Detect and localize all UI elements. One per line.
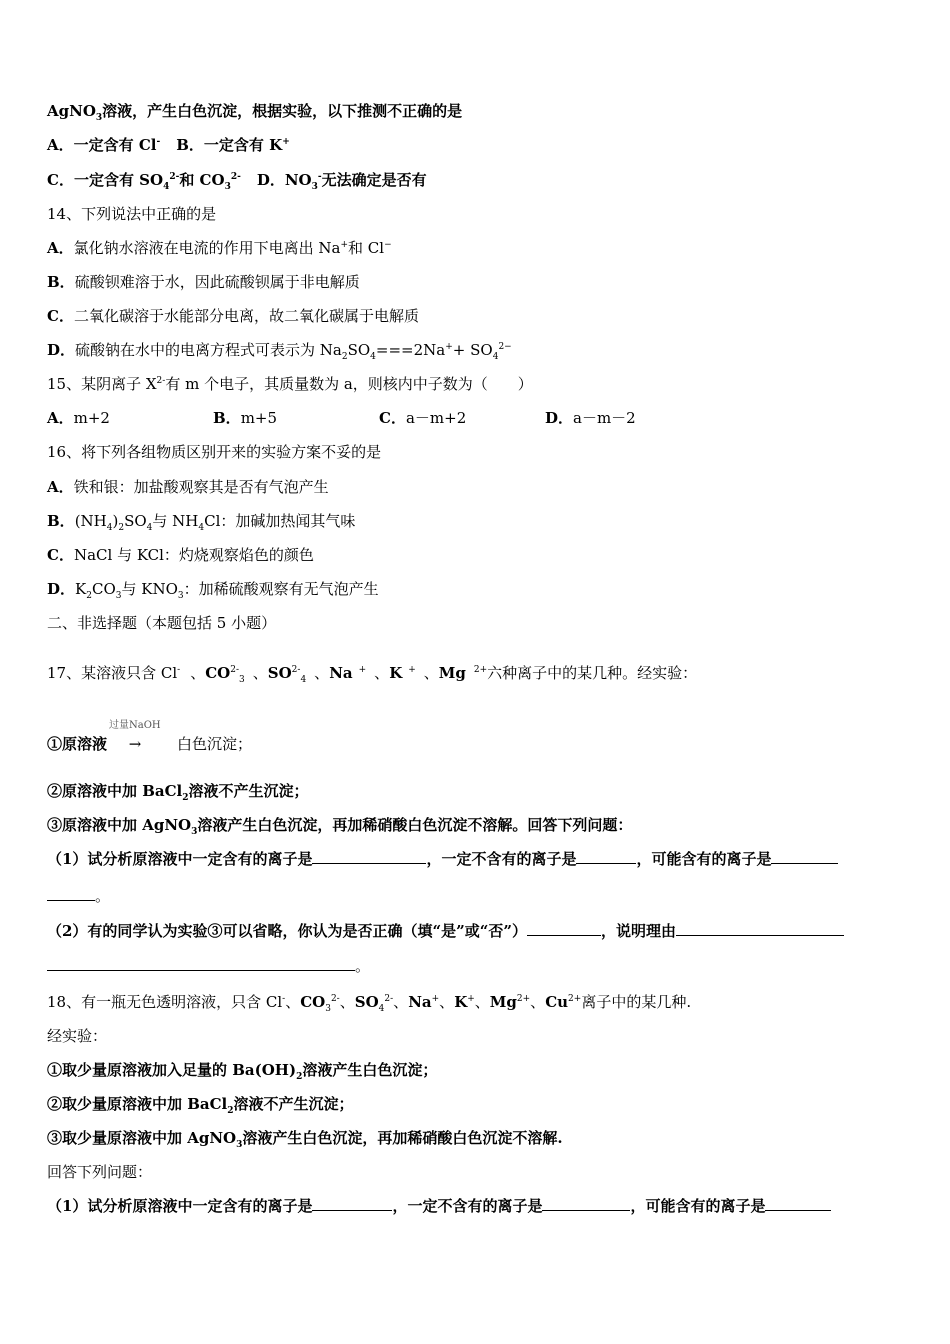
q18-exp-heading: 经实验： bbox=[47, 1027, 108, 1045]
q18-stem: 18、有一瓶无色透明溶液，只含 Cl-、$CO_3^{2-}$、$SO_4^{2-}$、Na+、K+、$Mg^{2+}$、$Cu^{2+}$离子中的某几种. bbox=[47, 993, 692, 1014]
q15-option-b: B．m+5 bbox=[213, 409, 278, 427]
q15-stem: 15、某阴离子 $X^{2-}$有 m 个电子，其质量数为 a，则核内中子数为（ ） bbox=[47, 375, 533, 393]
answer-blank[interactable] bbox=[312, 849, 426, 864]
intro-line: AgNO$_3$溶液，产生白色沉淀，根据实验，以下推测不正确的是 bbox=[47, 102, 463, 123]
q17-step-3: ③原溶液中加 AgNO$_3$溶液产生白色沉淀，再加稀硝酸白色沉淀不溶解。回答下列问题： bbox=[47, 816, 633, 837]
answer-blank[interactable] bbox=[47, 956, 355, 971]
section-heading: 二、非选择题（本题包括 5 小题） bbox=[47, 614, 277, 632]
q18-part-1: （1）试分析原溶液中一定含有的离子是 ，一定不含有的离子是 ，可能含有的离子是 bbox=[47, 1196, 831, 1216]
q15-option-c: C．a－m+2 bbox=[379, 409, 467, 427]
q17-part-1: （1）试分析原溶液中一定含有的离子是 ，一定不含有的离子是 ，可能含有的离子是 bbox=[47, 849, 838, 869]
answer-blank[interactable] bbox=[765, 1196, 831, 1211]
answer-blank[interactable] bbox=[47, 886, 95, 901]
option-row-ab: A．一定含有 Cl- B．一定含有 K+ bbox=[47, 136, 290, 154]
q14-option-c: C．二氧化碳溶于水能部分电离，故二氧化碳属于电解质 bbox=[47, 307, 419, 325]
q16-option-c: C．NaCl 与 KCl：灼烧观察焰色的颜色 bbox=[47, 546, 314, 564]
q14-option-a: A．氯化钠水溶液在电流的作用下电离出 Na+和 Cl− bbox=[47, 239, 392, 257]
answer-blank[interactable] bbox=[771, 849, 838, 864]
q15-option-d: D．a－m－2 bbox=[545, 409, 636, 427]
answer-blank[interactable] bbox=[312, 1196, 392, 1211]
q17-part-2-cont: 。 bbox=[47, 956, 370, 976]
q18-step-2: ②取少量原溶液中加 BaCl$_2$溶液不产生沉淀； bbox=[47, 1095, 354, 1116]
option-row-cd: C．一定含有 $SO_4^{2-}$和 $CO_3^{2-}$ D．$NO_3^-$无法确定是否有 bbox=[47, 171, 427, 192]
q18-ask: 回答下列问题： bbox=[47, 1163, 153, 1181]
answer-blank[interactable] bbox=[527, 921, 601, 936]
reaction-arrow: 过量NaOH → bbox=[109, 720, 161, 753]
answer-blank[interactable] bbox=[542, 1196, 630, 1211]
q16-option-a: A．铁和银：加盐酸观察其是否有气泡产生 bbox=[47, 478, 329, 496]
q15-option-a: A．m+2 bbox=[47, 409, 110, 427]
q17-stem: 17、某溶液只含 Cl- 、$CO^{2-}_3$ 、$SO^{2-}_4$ 、Na + 、K + 、Mg $^{2+}$六种离子中的某几种。经实验： bbox=[47, 664, 698, 685]
q16-option-b: B．$(NH_4)_2SO_4$与 $NH_4Cl$：加碱加热闻其气味 bbox=[47, 512, 356, 533]
q16-option-d: D．$K_2CO_3$与 $KNO_3$：加稀硫酸观察有无气泡产生 bbox=[47, 580, 379, 601]
q18-step-1: ①取少量原溶液加入足量的 $Ba(OH)_2$溶液产生白色沉淀； bbox=[47, 1061, 438, 1082]
q14-option-d: D．硫酸钠在水中的电离方程式可表示为 $Na_2SO_4===2Na^++ SO_4^{2-}$ bbox=[47, 341, 512, 362]
q17-part-1-cont: 。 bbox=[47, 886, 110, 906]
q17-step-1: ①原溶液 过量NaOH → 白色沉淀； bbox=[47, 720, 253, 753]
q17-part-2: （2）有的同学认为实验③可以省略，你认为是否正确（填“是”或“否”） ，说明理由 bbox=[47, 921, 844, 941]
q15-options bbox=[47, 408, 636, 428]
answer-blank[interactable] bbox=[576, 849, 636, 864]
q14-stem: 14、下列说法中正确的是 bbox=[47, 205, 217, 223]
q18-step-3: ③取少量原溶液中加 AgNO$_3$溶液产生白色沉淀，再加稀硝酸白色沉淀不溶解. bbox=[47, 1129, 563, 1150]
q17-step-2: ②原溶液中加 BaCl$_2$溶液不产生沉淀； bbox=[47, 782, 309, 803]
answer-blank[interactable] bbox=[676, 921, 844, 936]
q14-option-b: B．硫酸钡难溶于水，因此硫酸钡属于非电解质 bbox=[47, 273, 360, 291]
q16-stem: 16、将下列各组物质区别开来的实验方案不妥的是 bbox=[47, 443, 382, 461]
